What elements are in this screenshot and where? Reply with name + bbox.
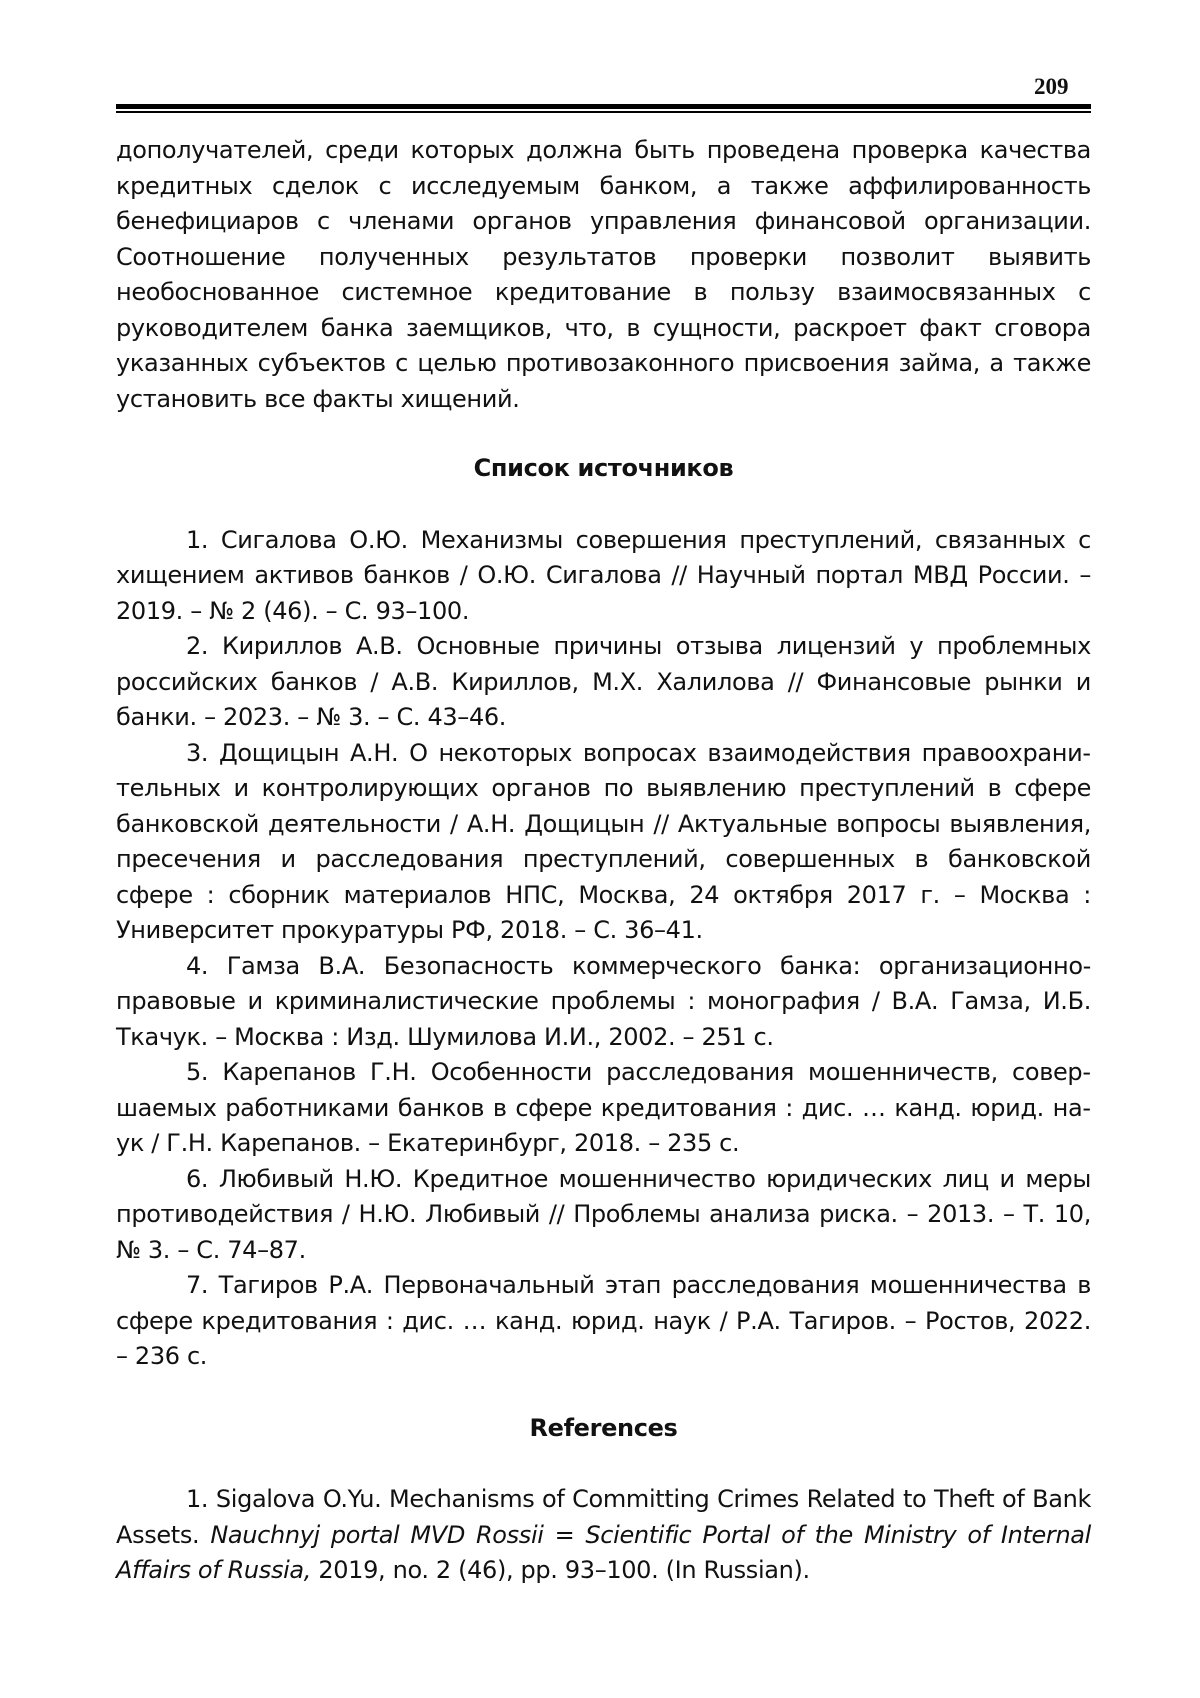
sources-heading: Список источников — [473, 454, 734, 482]
source-item: 1. Сигалова О.Ю. Механизмы совершения преступлений, связанных с хищением активов банков / О.Ю. Сигалова // Научный портал МВД России. – 2019. – № 2 (46). – С. 93–100. — [116, 525, 1091, 625]
source-item: 5. Карепанов Г.Н. Особенности расследования мошенничеств, совершаемых работниками банков в сфере кредитования : дис. … канд. юрид. наук / Г.Н. Карепанов. – Екатеринбург, 2018. – 235 с. — [116, 1058, 1091, 1157]
reference-lead: 1. Sigalova O.Yu. Mechanisms of Committing Crimes Related to Theft of Bank Assets. — [116, 1485, 1091, 1549]
source-item: 6. Любивый Н.Ю. Кредитное мошенничество юридических лиц и меры противодействия / Н.Ю. Любивый // Проблемы анализа риска. – 2013. – Т. 10, № 3. – С. 74–87. — [116, 1164, 1091, 1264]
reference-journal: Nauchnyj portal MVD Rossii = Scientific Portal of the Ministry of Internal Affairs of Russia, — [116, 1520, 1091, 1584]
header-rule-thick — [116, 104, 1091, 109]
article-body — [116, 133, 1091, 1589]
source-item: 3. Дощицын А.Н. О некоторых вопросах взаимодействия правоохранительных и контролирующих органов по выявлению преступлений в сфере банковской деятельности / А.Н. Дощицын // Актуальные вопросы выявления, пресечения и расследования преступлений, совершенных в банковской сфере : сборник материалов НПС, Москва, 24 октября 2017 г. – Москва : Университет прокуратуры РФ, 2018. – С. 36–41. — [116, 738, 1091, 944]
header-rule-thin — [116, 111, 1091, 113]
source-item: 7. Тагиров Р.А. Первоначальный этап расследования мошенничества в сфере кредитования : дис. … канд. юрид. наук / Р.А. Тагиров. – Ростов, 2022. – 236 с. — [116, 1271, 1091, 1370]
reference-item — [116, 1482, 1091, 1589]
page-number: 209 — [1034, 74, 1069, 99]
source-item: 4. Гамза В.А. Безопасность коммерческого банка: организационно-правовые и криминалистические проблемы : монография / В.А. Гамза, И.Б. Ткачук. – Москва : Изд. Шумилова И.И., 2002. – 251 с. — [116, 951, 1091, 1051]
source-item: 2. Кириллов А.В. Основные причины отзыва лицензий у проблемных российских банков / А.В. Кириллов, М.Х. Халилова // Финансовые рынки и банки. – 2023. – № 3. – С. 43–46. — [116, 632, 1091, 731]
intro-paragraph: дополучателей, среди которых должна быть проведена проверка качества кредитных сделок с исследуемым банком, а также аффилированность бенефициаров с членами органов управления финансовой организации. Соотношение полученных результатов проверки позволит выявить необоснованное системное кредитование в пользу взаимосвязанных с руководителем банка заемщиков, что, в сущности, раскроет факт сговора указанных субъектов с целью противозаконного присвоения займа, а также установить все факты хищений. — [116, 136, 1091, 413]
reference-tail: 2019, no. 2 (46), pp. 93–100. (In Russian). — [311, 1556, 810, 1584]
sources-list — [116, 523, 1091, 1375]
references-heading: References — [529, 1413, 678, 1442]
references-list — [116, 1482, 1091, 1589]
